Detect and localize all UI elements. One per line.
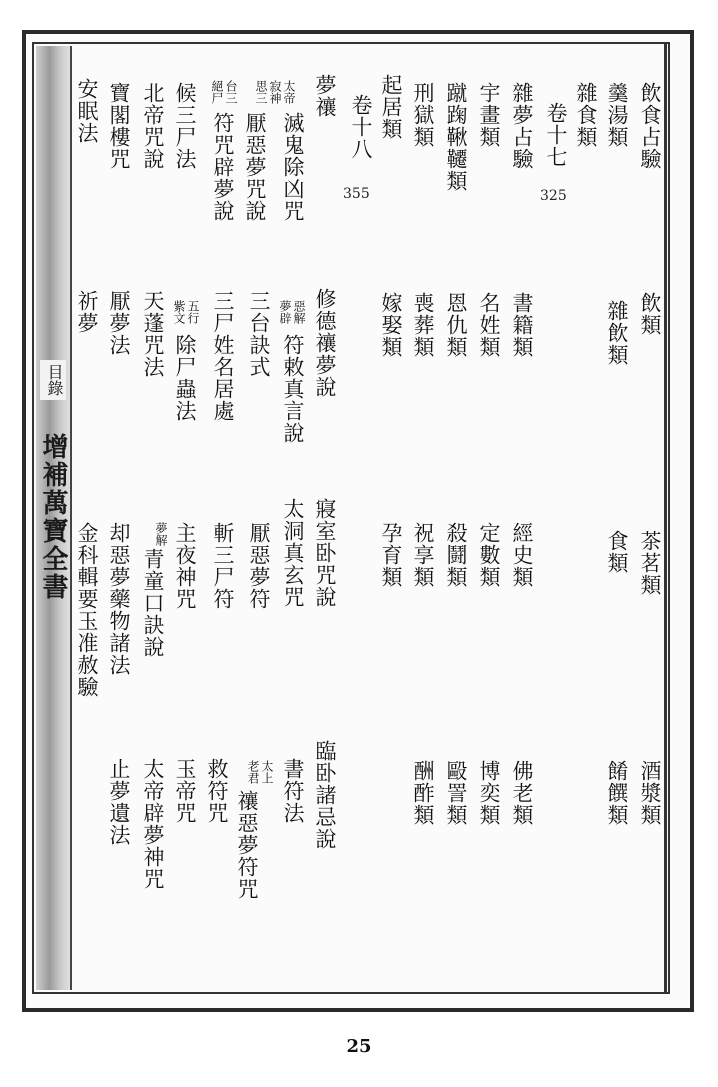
toc-entry: 太洞真玄咒 [281, 498, 305, 608]
toc-entry: 祝享類 [411, 522, 435, 588]
toc-entry: 經史類 [510, 522, 534, 588]
toc-entry: 三台訣式 [247, 290, 271, 378]
toc-entry: 書符法 [281, 758, 305, 824]
interlinear-note: 太帝 [282, 80, 296, 104]
toc-entry: 禳惡夢符咒 [235, 790, 259, 900]
toc-entry: 毆詈類 [444, 760, 468, 826]
toc-entry: 恩仇類 [444, 292, 468, 358]
toc-entry: 博奕類 [477, 760, 501, 826]
toc-entry: 茶茗類 [638, 530, 662, 596]
toc-entry: 宇畫類 [477, 82, 501, 148]
toc-entry: 太帝辟夢神咒 [141, 758, 165, 890]
page-reference: 355 [343, 186, 370, 202]
toc-heading: 飲食占驗 [638, 82, 662, 170]
toc-entry: 滅鬼除凶咒 [281, 112, 305, 222]
interlinear-note: 五行 [186, 300, 200, 324]
toc-entry: 酒漿類 [638, 760, 662, 826]
toc-entry: 雜飲類 [605, 300, 629, 366]
toc-entry: 救符咒 [205, 758, 229, 824]
toc-entry: 安眠法 [75, 78, 99, 144]
page-number: 25 [346, 1036, 372, 1057]
toc-entry: 青童口訣說 [141, 548, 165, 658]
toc-entry: 定數類 [477, 522, 501, 588]
toc-heading: 夢禳 [313, 74, 337, 118]
toc-entry: 止夢遺法 [107, 758, 131, 846]
toc-entry: 厭惡夢咒說 [243, 112, 267, 222]
toc-entry: 寶閣樓咒 [107, 82, 131, 170]
toc-entry: 飲類 [638, 292, 662, 336]
toc-entry: 餚饌類 [605, 760, 629, 826]
toc-entry: 北帝咒說 [141, 82, 165, 170]
toc-entry: 起居類 [379, 74, 403, 140]
toc-entry: 孕育類 [379, 522, 403, 588]
toc-entry: 殺鬪類 [444, 522, 468, 588]
toc-entry: 羹湯類 [605, 82, 629, 148]
interlinear-note: 夢解 [154, 522, 168, 546]
interlinear-note: 紫文 [172, 300, 186, 324]
toc-entry: 書籍類 [510, 292, 534, 358]
page-reference: 325 [540, 188, 567, 204]
toc-entry: 符敕真言說 [281, 334, 305, 444]
toc-entry: 修德禳夢說 [313, 288, 337, 398]
toc-entry: 佛老類 [510, 760, 534, 826]
toc-entry: 候三尸法 [173, 82, 197, 170]
toc-entry: 符咒辟夢說 [211, 112, 235, 222]
toc-entry: 厭夢法 [107, 290, 131, 356]
interlinear-note: 寂神 [268, 80, 282, 104]
toc-entry: 名姓類 [477, 292, 501, 358]
toc-entry: 斬三尸符 [211, 522, 235, 610]
interlinear-note: 太上 [260, 760, 274, 784]
toc-entry: 喪葬類 [411, 292, 435, 358]
toc-entry: 嫁娶類 [379, 292, 403, 358]
interlinear-note: 老君 [246, 760, 260, 784]
toc-entry: 除尸蟲法 [173, 334, 197, 422]
toc-entry: 雜食類 [574, 82, 598, 148]
toc-entry: 酬酢類 [411, 760, 435, 826]
spine-title: 增補萬寶全書 [38, 433, 68, 601]
toc-entry: 寢室卧咒說 [313, 498, 337, 608]
volume-heading: 卷十八 [349, 94, 373, 160]
toc-entry: 刑獄類 [411, 82, 435, 148]
toc-heading: 雜夢占驗 [510, 82, 534, 170]
toc-entry: 祈夢 [75, 290, 99, 334]
toc-entry: 主夜神咒 [173, 522, 197, 610]
volume-heading: 卷十七 [544, 102, 568, 168]
toc-entry: 金科輯要玉准赦驗 [75, 522, 99, 698]
interlinear-note: 思三 [254, 80, 268, 104]
toc-entry: 食類 [605, 530, 629, 574]
toc-entry: 蹴踘鞦韆類 [444, 82, 468, 192]
toc-entry: 玉帝咒 [173, 758, 197, 824]
interlinear-note: 夢辟 [278, 300, 292, 324]
toc-entry: 厭惡夢符 [247, 522, 271, 610]
toc-entry: 臨卧諸忌說 [313, 740, 337, 850]
toc-entry: 三尸姓名居處 [211, 290, 235, 422]
interlinear-note: 惡解 [292, 300, 306, 324]
interlinear-note: 台三 [224, 80, 238, 104]
spine-section-label: 目錄 [40, 360, 66, 400]
toc-entry: 天蓬咒法 [141, 290, 165, 378]
toc-entry: 却惡夢藥物諸法 [107, 522, 131, 676]
interlinear-note: 絕尸 [210, 80, 224, 104]
